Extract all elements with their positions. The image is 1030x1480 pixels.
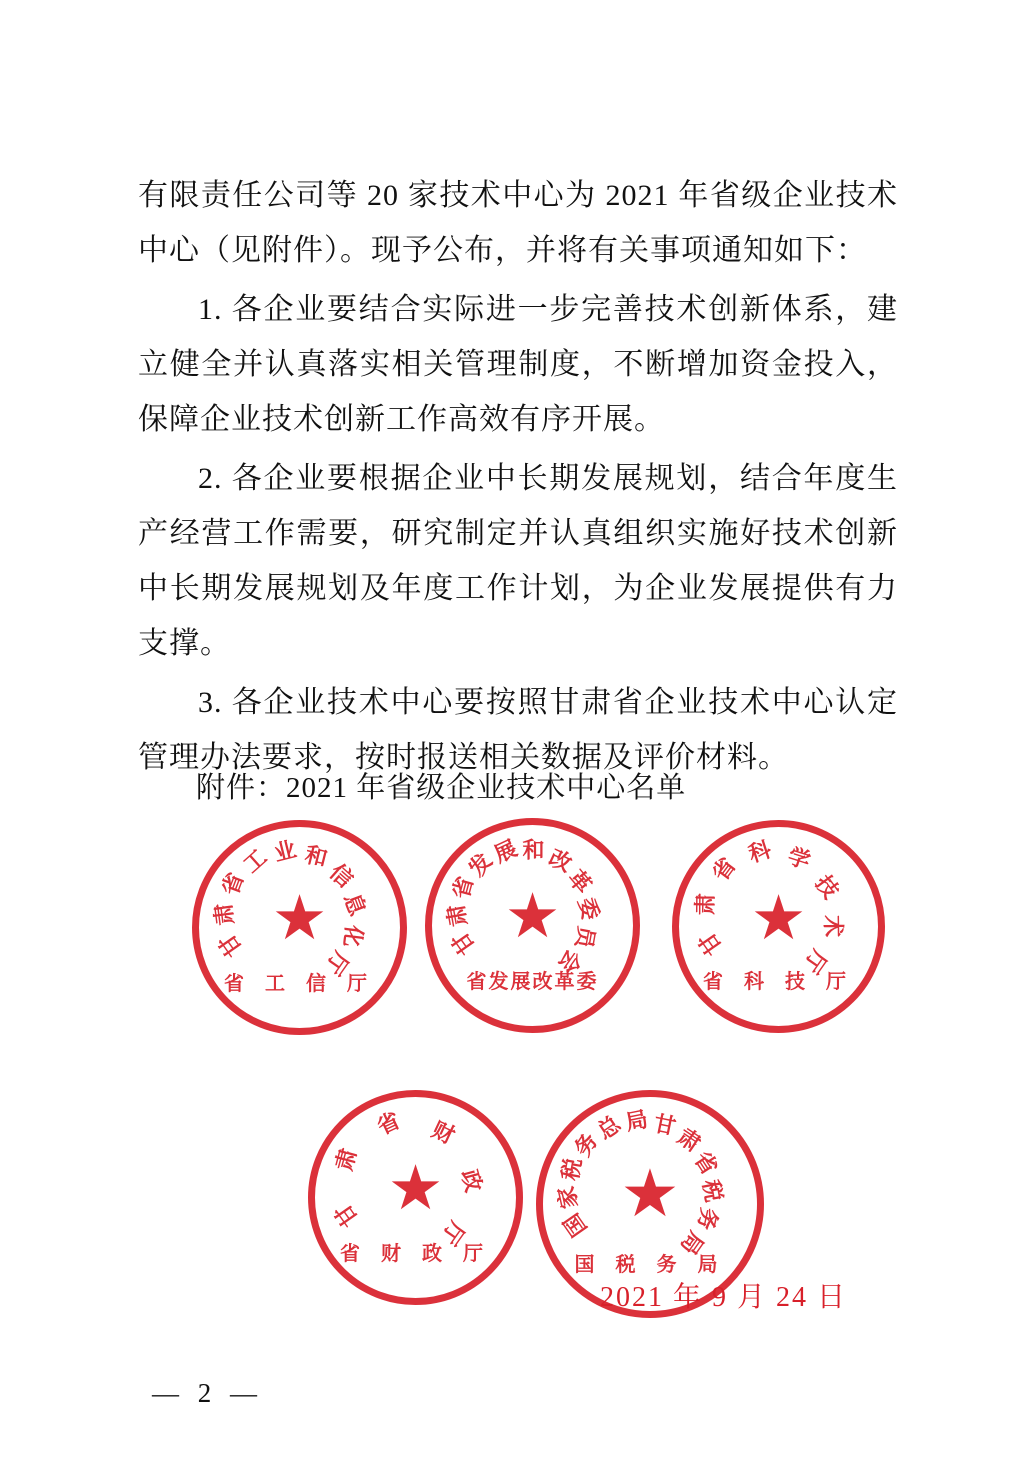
seal-bottom-text-4: 省 财 政 厅	[340, 1242, 491, 1265]
page-number: — 2 —	[152, 1378, 263, 1408]
seal-ring-text-2: 甘 肃 省 发 展 和 改 革 委 员 会	[442, 834, 604, 977]
seal-gansu-industry-it	[192, 820, 407, 1035]
star-icon: ★	[271, 885, 328, 954]
document-body	[138, 168, 898, 789]
star-icon: ★	[504, 883, 561, 952]
star-icon: ★	[620, 1158, 680, 1232]
seal-gansu-development-reform	[425, 818, 640, 1033]
seal-ring-text-5: 国 家 税 务 总 局 甘 肃 省 税 务 局	[553, 1106, 727, 1260]
seal-ring-text-4: 甘 肃 省 财 政 厅	[329, 1106, 487, 1249]
paragraph-continuation: 有限责任公司等 20 家技术中心为 2021 年省级企业技术中心（见附件）。现予公布，并将有关事项通知如下：	[138, 179, 898, 267]
seal-gansu-finance	[308, 1090, 523, 1305]
attachment-line: 附件：2021 年省级企业技术中心名单	[196, 772, 687, 804]
seal-bottom-text-2: 省发展改革委	[466, 970, 599, 993]
seal-ring-text-1: 甘 肃 省 工 业 和 信 息 化 厅	[209, 835, 370, 979]
seal-date: 2021 年 9 月 24 日	[600, 1282, 848, 1313]
paragraph-item-3: 3. 各企业技术中心要按照甘肃省企业技术中心认定管理办法要求，按时报送相关数据及评价材料。	[138, 686, 898, 774]
seal-gansu-science-technology	[672, 820, 885, 1033]
seal-ring-text-3: 甘 肃 省 科 学 技 术 厅	[692, 835, 846, 978]
paragraph-item-2: 2. 各企业要根据企业中长期发展规划，结合年度生产经营工作需要，研究制定并认真组织实施好技术创新中长期发展规划及年度工作计划，为企业发展提供有力支撑。	[138, 462, 898, 660]
seal-bottom-text-3: 省 科 技 厅	[703, 971, 854, 994]
seal-bottom-text-1: 省 工 信 厅	[224, 972, 375, 995]
paragraph-item-1: 1. 各企业要结合实际进一步完善技术创新体系，建立健全并认真落实相关管理制度，不断增加资金投入，保障企业技术创新工作高效有序开展。	[138, 293, 898, 436]
seal-bottom-text-5: 国 税 务 局	[574, 1253, 726, 1276]
star-icon: ★	[750, 884, 807, 953]
star-icon: ★	[387, 1155, 444, 1224]
